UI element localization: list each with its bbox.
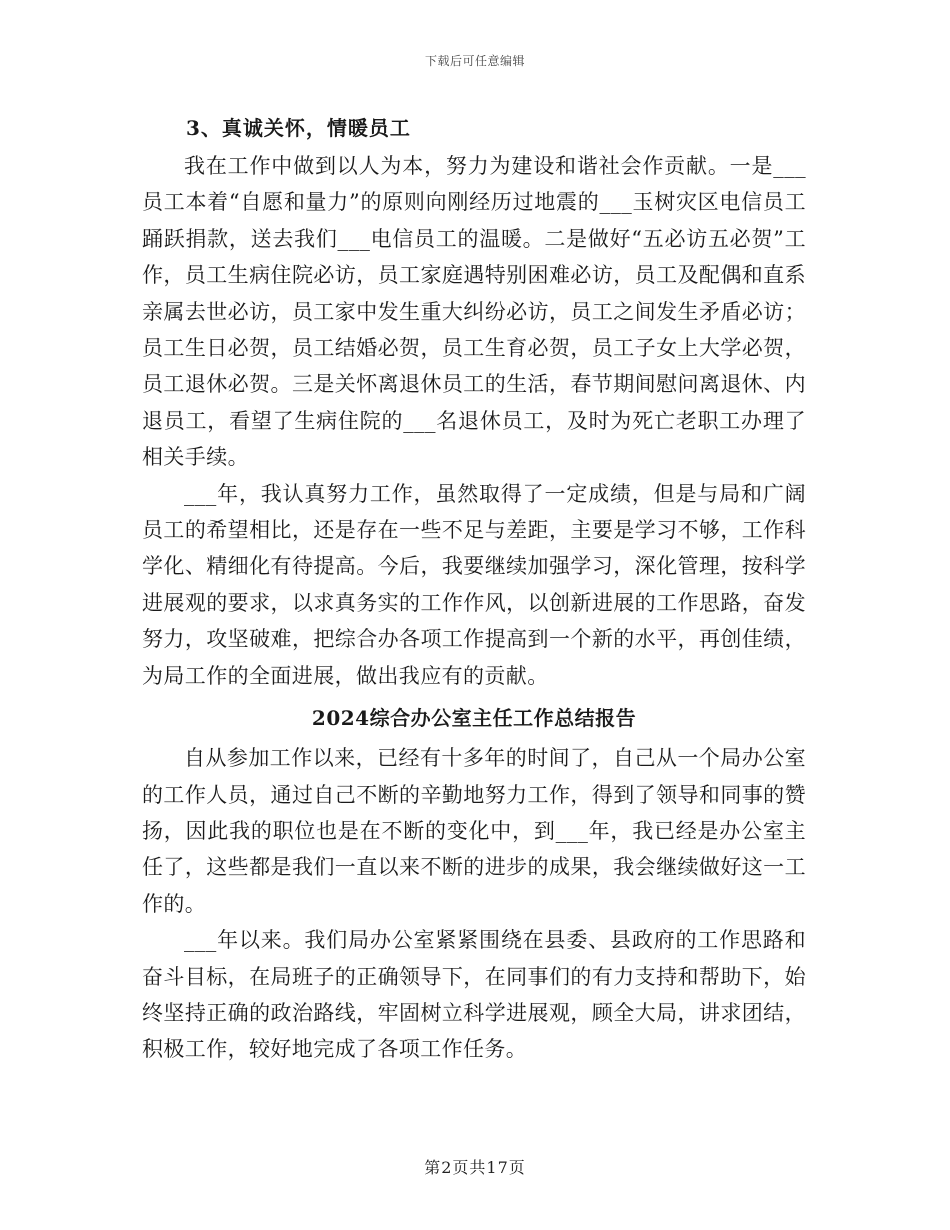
section-heading: 3、真诚关怀，情暖员工 <box>186 116 411 140</box>
header-note: 下载后可任意编辑 <box>424 54 525 68</box>
paragraph-office-work: ___年以来。我们局办公室紧紧围绕在县委、县政府的工作思路和奋斗目标，在局班子的正确领导下，在同事们的有力支持和帮助下，始终坚持正确的政治路线，牢固树立科学进展观，顾全大局，讲求团结，积极工作，较好地完成了各项工作任务。 <box>142 928 806 1062</box>
document-title: 2024综合办公室主任工作总结报告 <box>311 706 637 731</box>
page-number: 第2页共17页 <box>424 1158 526 1177</box>
paragraph-care-employees: 我在工作中做到以人为本，努力为建设和谐社会作贡献。一是___员工本着“自愿和量力”的原则向刚经历过地震的___玉树灾区电信员工踊跃捐款，送去我们___电信员工的温暖。二是做好“五必访五必贺”工作，员工生病住院必访，员工家庭遇特别困难必访，员工及配偶和直系亲属去世必访，员工家中发生重大纠纷必访，员工之间发生矛盾必访；员工生日必贺，员工结婚必贺，员工生育必贺，员工子女上大学必贺，员工退休必贺。三是关怀离退休员工的生活，春节期间慰问离退休、内退员工，看望了生病住院的___名退休员工，及时为死亡老职工办理了相关手续。 <box>142 154 806 470</box>
paragraph-summary-outlook: ___年，我认真努力工作，虽然取得了一定成绩，但是与局和广阔员工的希望相比，还是存在一些不足与差距，主要是学习不够，工作科学化、精细化有待提高。今后，我要继续加强学习，深化管理，按科学进展观的要求，以求真务实的工作作风，以创新进展的工作思路，奋发努力，攻坚破难，把综合办各项工作提高到一个新的水平，再创佳绩，为局工作的全面进展，做出我应有的贡献。 <box>142 481 806 688</box>
paragraph-career-intro: 自从参加工作以来，已经有十多年的时间了，自己从一个局办公室的工作人员，通过自己不断的辛勤地努力工作，得到了领导和同事的赞扬，因此我的职位也是在不断的变化中，到___年，我已经是办公室主任了，这些都是我们一直以来不断的进步的成果，我会继续做好这一工作的。 <box>142 746 806 916</box>
page-content <box>142 110 806 1068</box>
